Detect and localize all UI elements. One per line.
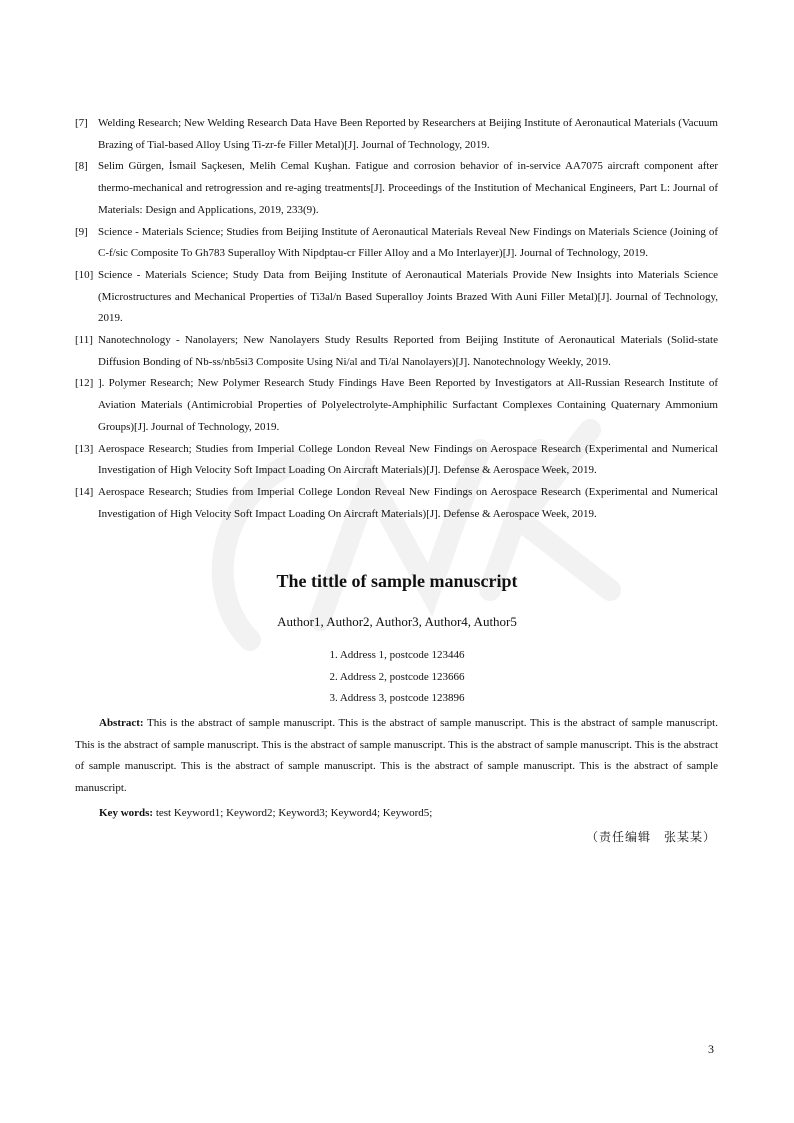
address-item: 2. Address 2, postcode 123666	[329, 670, 465, 683]
keywords	[99, 807, 432, 819]
reference-number: [13]	[75, 442, 94, 455]
reference-text: Science - Materials Science; Studies from Beijing Institute of Aeronautical Materials Reveal New Findings on Materials Science (Joining of C-f/sic Composite To Gh783 Superalloy With Nipdptau-cr Filler Alloy and a Mo Interlayer)[J]. Journal of Technology, 2019.	[98, 225, 718, 260]
keywords-text: test Keyword1; Keyword2; Keyword3; Keyword4; Keyword5;	[153, 807, 433, 819]
address-item: 3. Address 3, postcode 123896	[329, 692, 465, 705]
reference-number: [11]	[75, 334, 93, 347]
reference-item	[75, 482, 718, 525]
reference-number: [14]	[75, 485, 94, 498]
reference-item	[75, 373, 718, 438]
responsible-editor: （责任编辑 张某某）	[585, 830, 716, 844]
keywords-label: Key words:	[99, 807, 154, 819]
reference-text: Aerospace Research; Studies from Imperial College London Reveal New Findings on Aerospace Research (Experimental and Numerical Investigation of High Velocity Soft Impact Loading On Aircraft Materials)[J]. Defense & Aerospace Week, 2019.	[98, 485, 718, 520]
reference-text: Aerospace Research; Studies from Imperial College London Reveal New Findings on Aerospace Research (Experimental and Numerical Investigation of High Velocity Soft Impact Loading On Aircraft Materials)[J]. Defense & Aerospace Week, 2019.	[98, 442, 718, 477]
reference-number: [12]	[75, 377, 94, 390]
reference-list	[75, 113, 718, 525]
reference-item	[75, 439, 718, 482]
reference-item	[75, 265, 718, 330]
reference-number: [8]	[75, 160, 88, 173]
abstract	[75, 713, 718, 800]
reference-item	[75, 222, 718, 265]
author-list: Author1, Author2, Author3, Author4, Author5	[277, 614, 517, 629]
reference-item	[75, 156, 718, 221]
reference-text: Nanotechnology - Nanolayers; New Nanolayers Study Results Reported from Beijing Institute of Aeronautical Materials (Solid-state Diffusion Bonding of Nb-ss/nb5si3 Composite Using Ni/al and Ti/al Nanolayers)[J]. Nanotechnology Weekly, 2019.	[98, 334, 718, 368]
address-list	[0, 645, 794, 710]
reference-text: Welding Research; New Welding Research Data Have Been Reported by Researchers at Beijing Institute of Aeronautical Materials (Vacuum Brazing of Tial-based Alloy Using Ti-zr-fe Filler Metal)[J]. Journal of Technology, 2019.	[98, 117, 718, 151]
reference-number: [7]	[75, 117, 88, 129]
abstract-label: Abstract:	[99, 717, 144, 729]
address-item: 1. Address 1, postcode 123446	[329, 649, 465, 661]
reference-item	[75, 330, 718, 373]
reference-item	[75, 113, 718, 156]
page-number: 3	[708, 1042, 714, 1056]
reference-number: [10]	[75, 268, 94, 281]
manuscript-title: The tittle of sample manuscript	[276, 571, 518, 591]
abstract-text: This is the abstract of sample manuscript. This is the abstract of sample manuscript. This is the abstract of sample manuscript. This is the abstract of sample manuscript. This is the abstract of sample manuscript. This is the abstract of sample manuscript. This is the abstract of sample manuscript. This is the abstract of sample manuscript. This is the abstract of sample manuscript. This is the abstract of sample manuscript.	[75, 717, 718, 795]
reference-text: Selim Gürgen, İsmail Saçkesen, Melih Cemal Kuşhan. Fatigue and corrosion behavior of in-service AA7075 aircraft component after thermo-mechanical and retrogression and re-aging treatments[J]. Proceedings of the Institution of Mechanical Engineers, Part L: Journal of Materials: Design and Applications, 2019, 233(9).	[98, 160, 718, 216]
reference-text: Science - Materials Science; Study Data from Beijing Institute of Aeronautical Materials Provide New Insights into Materials Science (Microstructures and Mechanical Properties of Ti3al/n Based Superalloy Joints Brazed With Auni Filler Metal)[J]. Journal of Technology, 2019.	[98, 268, 718, 325]
reference-text: ]. Polymer Research; New Polymer Research Study Findings Have Been Reported by Investigators at All-Russian Research Institute of Aviation Materials (Antimicrobial Properties of Polyelectrolyte-Amphiphilic Surfactant Complexes Containing Quaternary Ammonium Groups)[J]. Journal of Technology, 2019.	[98, 377, 718, 433]
reference-number: [9]	[75, 225, 88, 238]
